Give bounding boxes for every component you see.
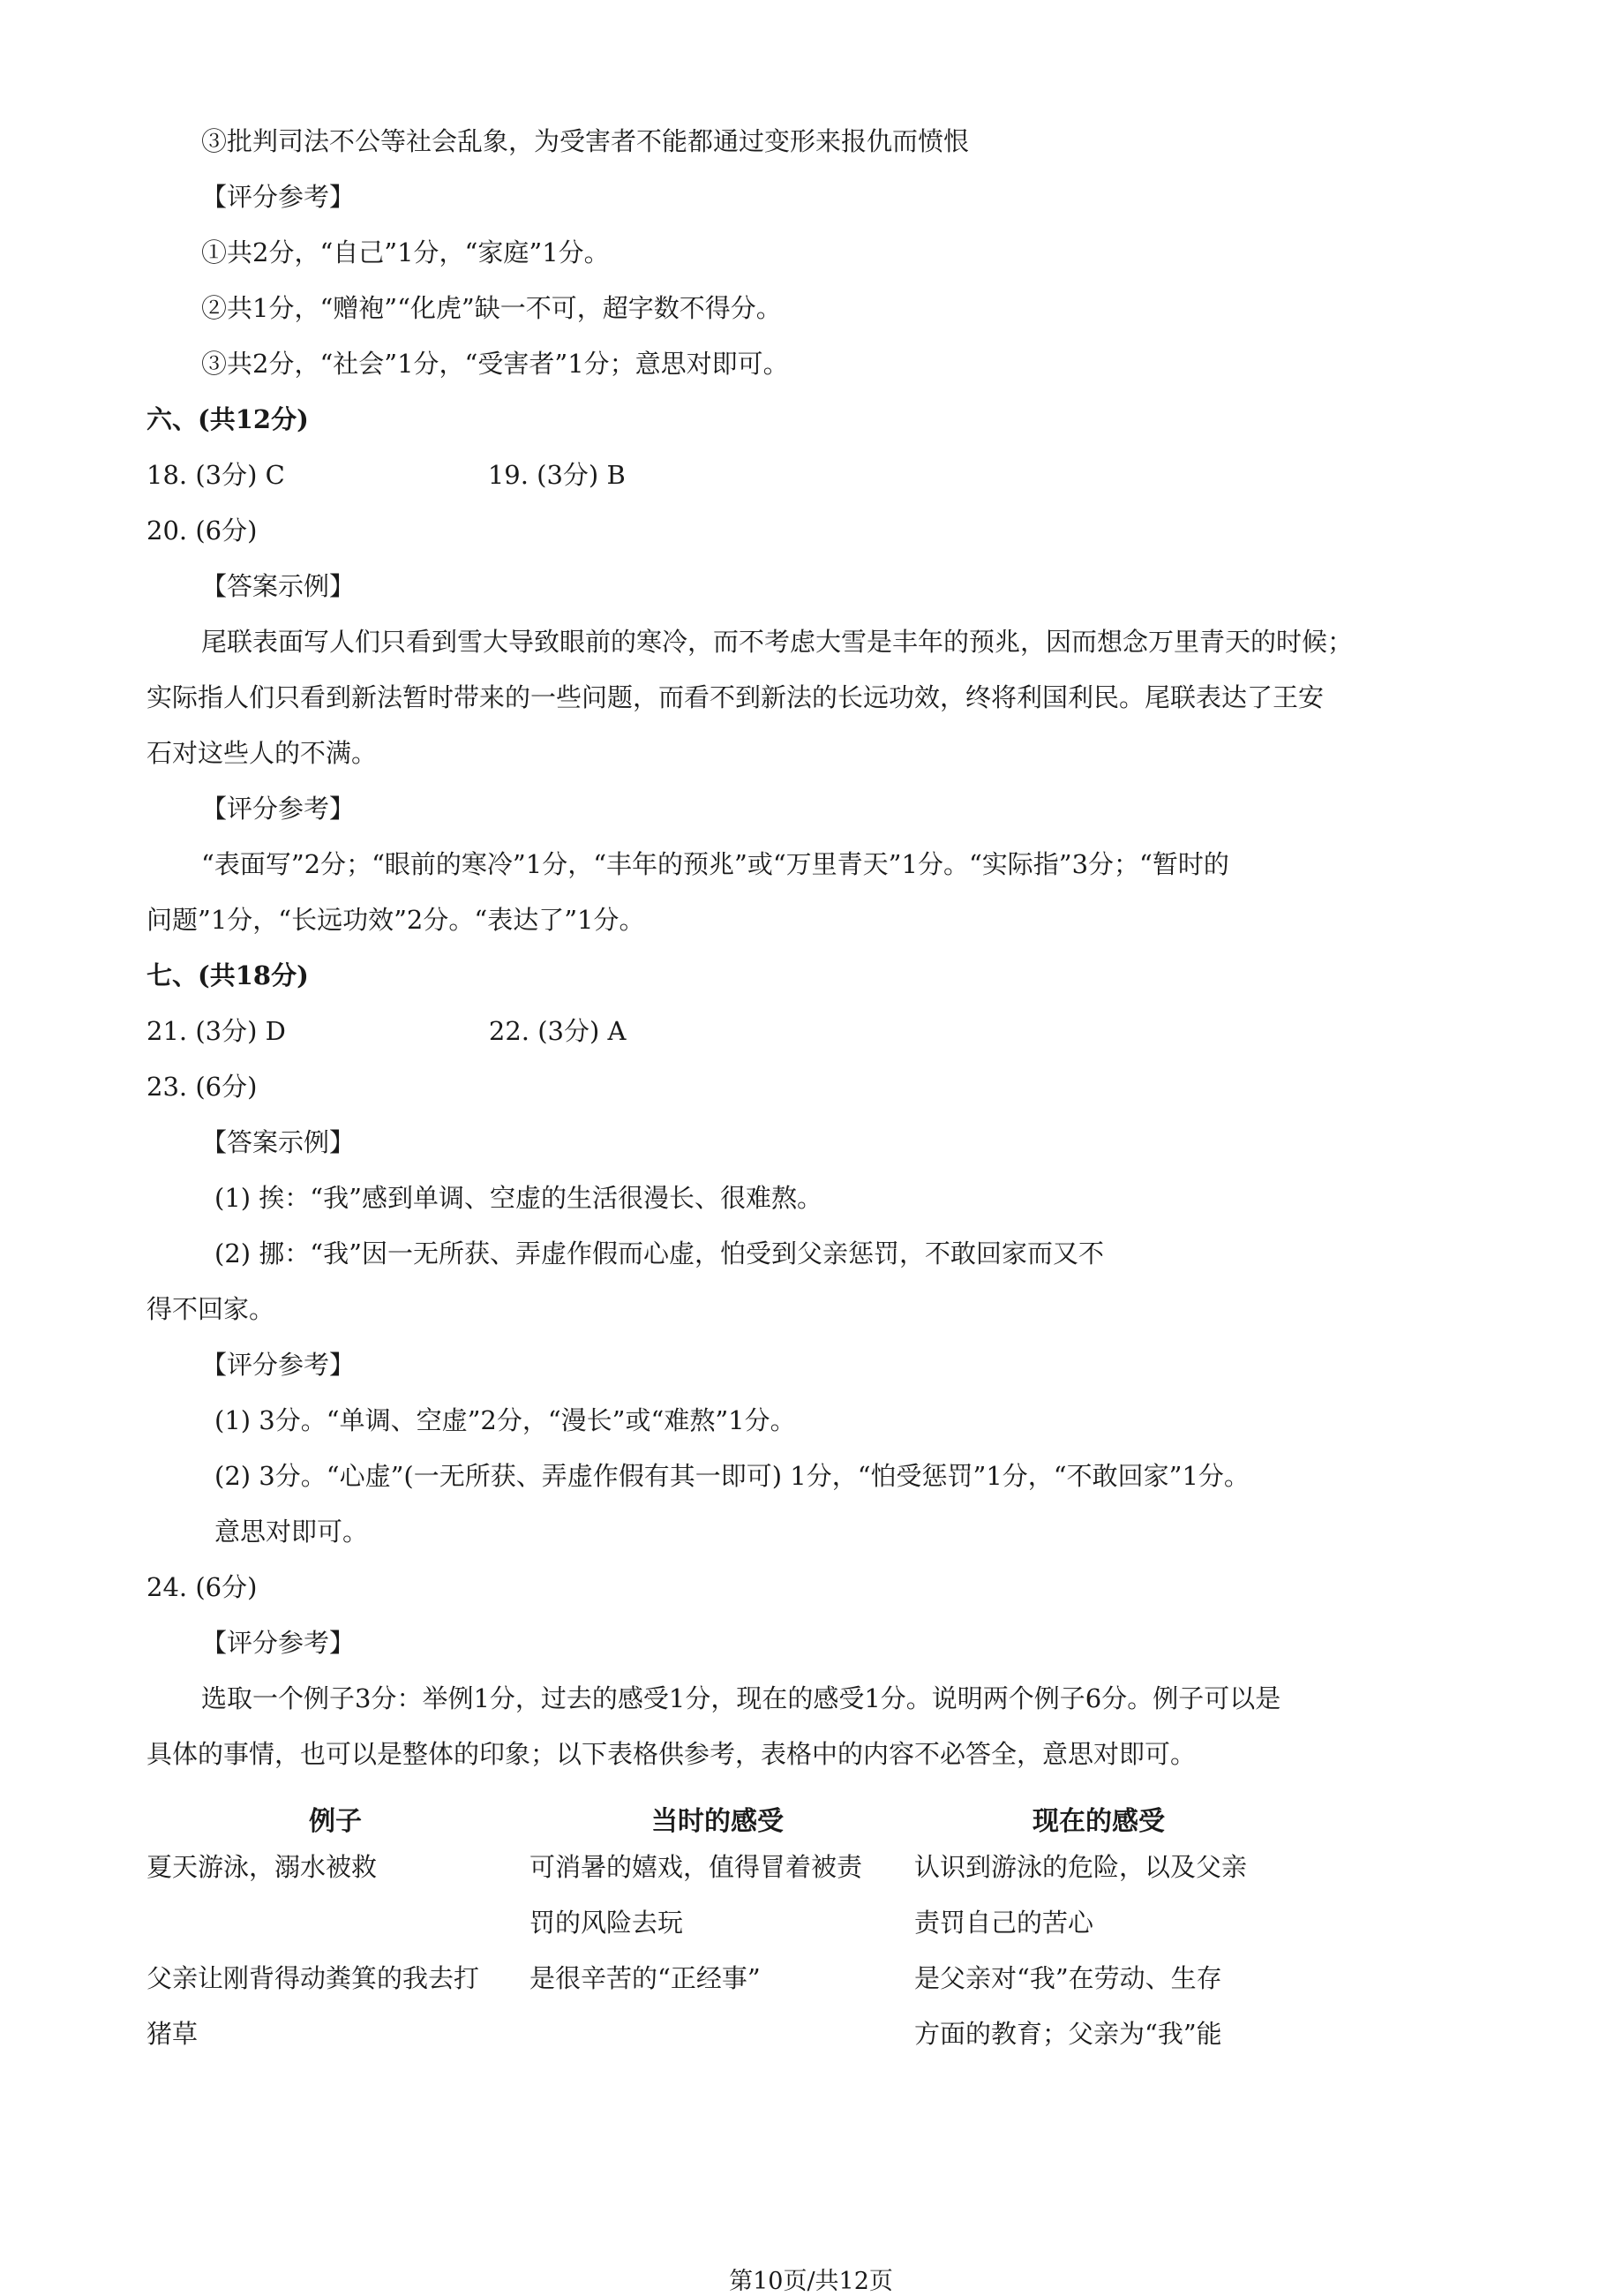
score-line: ③共2分，“社会”1分，“受害者”1分；意思对即可。 [201,349,789,379]
score-reference-label: 【评分参考】 [201,1628,356,1658]
q22-answer: 22. (3分) A [488,1016,627,1046]
answer-line: 实际指人们只看到新法暂时带来的一些问题，而看不到新法的长远功效，终将利国利民。尾联表达了王安 [146,682,1325,712]
answer-line: (2) 挪：“我”因一无所获、弄虚作假而心虚，怕受到父亲惩罚，不敢回家而又不 [214,1238,1104,1268]
table-cell: 父亲让刚背得动粪箕的我去打 [146,1963,480,1993]
table-cell: 是很辛苦的“正经事” [529,1963,761,1993]
score-line: 问题”1分，“长远功效”2分。“表达了”1分。 [146,905,645,935]
table-cell: 责罚自己的苦心 [914,1908,1094,1938]
score-line: (2) 3分。“心虚”(一无所获、弄虚作假有其一即可) 1分，“怕受惩罚”1分，“不敢回家”1分。 [214,1461,1250,1491]
score-line: ①共2分，“自己”1分，“家庭”1分。 [201,237,610,267]
score-reference-label: 【评分参考】 [201,182,356,212]
question-answer [146,1016,627,1046]
q18-answer: 18. (3分) C [146,460,285,490]
table-header-now: 现在的感受 [1033,1806,1165,1837]
score-line: (1) 3分。“单调、空虚”2分，“漫长”或“难熬”1分。 [214,1405,796,1435]
section-title: 六、(共12分) [146,404,309,434]
table-header-then: 当时的感受 [651,1806,784,1837]
score-line: 具体的事情，也可以是整体的印象；以下表格供参考，表格中的内容不必答全，意思对即可。 [146,1739,1197,1769]
answer-line: (1) 挨：“我”感到单调、空虚的生活很漫长、很难熬。 [214,1183,822,1213]
answer-example-label: 【答案示例】 [201,571,356,601]
question-label: 24. (6分) [146,1572,258,1602]
section-title: 七、(共18分) [146,960,309,990]
table-cell: 罚的风险去玩 [529,1908,684,1938]
answer-line: 得不回家。 [146,1294,275,1324]
score-line: ②共1分，“赠袍”“化虎”缺一不可，超字数不得分。 [201,293,782,323]
score-line: “表面写”2分；“眼前的寒冷”1分，“丰年的预兆”或“万里青天”1分。“实际指”3分；“暂时的 [201,849,1229,879]
answer-example-label: 【答案示例】 [201,1127,356,1157]
q19-answer: 19. (3分) B [487,460,626,490]
table-cell: 夏天游泳，溺水被救 [146,1852,378,1882]
question-answer [146,460,626,490]
table-cell: 方面的教育；父亲为“我”能 [914,2019,1222,2049]
table-cell: 可消暑的嬉戏，值得冒着被责 [529,1852,863,1882]
table-cell: 认识到游泳的危险，以及父亲 [914,1852,1248,1882]
answer-line: 石对这些人的不满。 [146,738,378,768]
answer-line: ③批判司法不公等社会乱象，为受害者不能都通过变形来报仇而愤恨 [201,126,970,156]
score-line: 意思对即可。 [214,1517,369,1547]
q21-answer: 21. (3分) D [146,1016,286,1046]
question-label: 23. (6分) [146,1072,258,1102]
page-number: 第10页/共12页 [729,2268,893,2295]
question-label: 20. (6分) [146,516,258,546]
table-header-example: 例子 [309,1806,362,1837]
score-line: 选取一个例子3分：举例1分，过去的感受1分，现在的感受1分。说明两个例子6分。例子可以是 [201,1683,1281,1713]
score-reference-label: 【评分参考】 [201,794,356,824]
table-cell: 猪草 [146,2019,199,2049]
score-reference-label: 【评分参考】 [201,1350,356,1380]
table-cell: 是父亲对“我”在劳动、生存 [914,1963,1222,1993]
answer-line: 尾联表面写人们只看到雪大导致眼前的寒冷，而不考虑大雪是丰年的预兆，因而想念万里青天的时候； [201,627,1354,657]
